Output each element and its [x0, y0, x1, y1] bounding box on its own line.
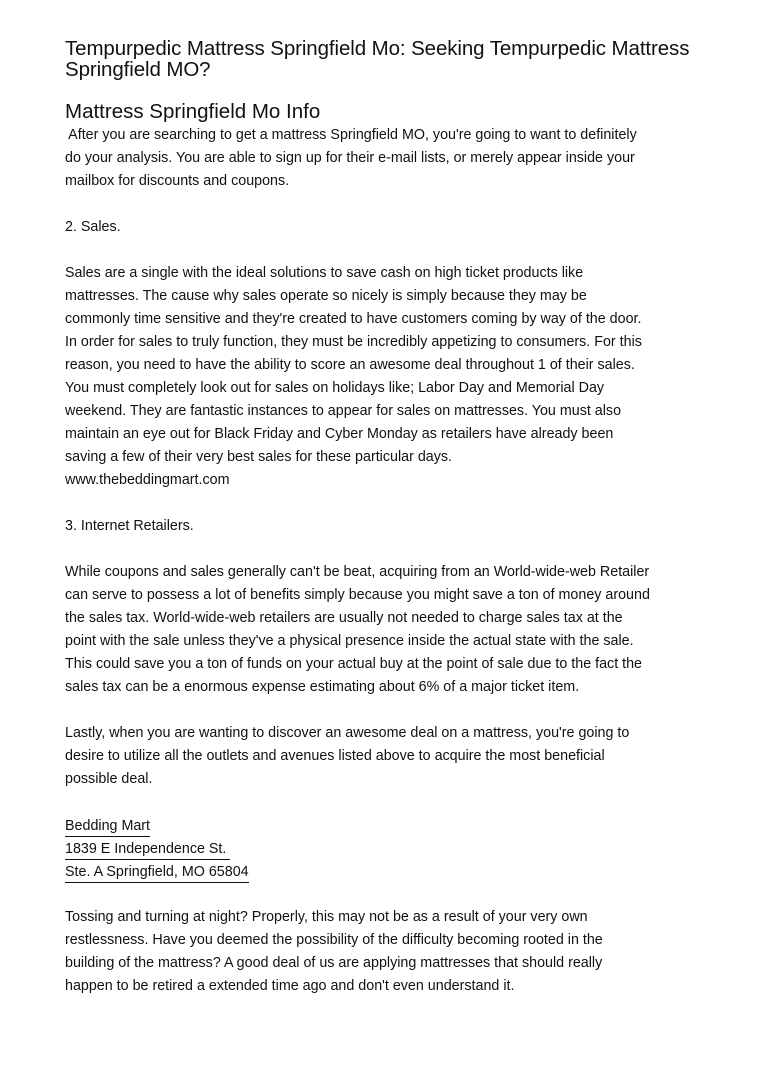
- address-street: 1839 E Independence St.: [65, 839, 230, 860]
- address-block: [65, 814, 715, 883]
- text-line: weekend. They are fantastic instances to appear for sales on mattresses. You must also: [65, 403, 622, 419]
- text-line: saving a few of their very best sales for these particular days.: [65, 449, 452, 465]
- document-title: Tempurpedic Mattress Springfield Mo: Seeking Tempurpedic Mattress Springfield MO?: [65, 37, 690, 81]
- lastly-section: [65, 722, 715, 791]
- sales-section: [65, 262, 715, 492]
- text-line: Tossing and turning at night? Properly, this may not be as a result of your very own: [65, 909, 588, 925]
- text-line: the sales tax. World-wide-web retailers are usually not needed to charge sales tax at the: [65, 610, 623, 626]
- internet-section: [65, 561, 715, 699]
- text-line: After you are searching to get a mattress Springfield MO, you're going to want to definitely: [65, 127, 637, 143]
- text-line: restlessness. Have you deemed the possibility of the difficulty becoming rooted in the: [65, 932, 603, 948]
- text-line: can serve to possess a lot of benefits simply because you might save a ton of money around: [65, 587, 650, 603]
- address-city: Ste. A Springfield, MO 65804: [65, 862, 249, 883]
- section-subtitle: Mattress Springfield Mo Info: [65, 100, 321, 123]
- text-line: sales tax can be a enormous expense estimating about 6% of a major ticket item.: [65, 679, 580, 695]
- intro-section: [65, 124, 715, 193]
- text-line: Sales are a single with the ideal solutions to save cash on high ticket products like: [65, 265, 584, 281]
- text-line: commonly time sensitive and they're created to have customers coming by way of the door.: [65, 311, 642, 327]
- tossing-section: [65, 906, 715, 998]
- document-page: [65, 38, 715, 998]
- text-line: In order for sales to truly function, they must be incredibly appetizing to consumers. For this: [65, 334, 642, 350]
- text-line: desire to utilize all the outlets and avenues listed above to acquire the most beneficial: [65, 748, 605, 764]
- text-line: possible deal.: [65, 771, 153, 787]
- website-url: www.thebeddingmart.com: [65, 472, 230, 488]
- text-line: do your analysis. You are able to sign up for their e-mail lists, or merely appear inside your: [65, 150, 635, 166]
- text-line: mattresses. The cause why sales operate so nicely is simply because they may be: [65, 288, 587, 304]
- section-heading-sales: 2. Sales.: [65, 219, 121, 235]
- text-line: Lastly, when you are wanting to discover an awesome deal on a mattress, you're going to: [65, 725, 630, 741]
- text-line: reason, you need to have the ability to score an awesome deal throughout 1 of their sales.: [65, 357, 635, 373]
- text-line: While coupons and sales generally can't be beat, acquiring from an World-wide-web Retailer: [65, 564, 650, 580]
- text-line: point with the sale unless they've a physical presence inside the actual state with the sale.: [65, 633, 634, 649]
- text-line: building of the mattress? A good deal of us are applying mattresses that should really: [65, 955, 603, 971]
- address-name: Bedding Mart: [65, 816, 150, 837]
- text-line: You must completely look out for sales on holidays like; Labor Day and Memorial Day: [65, 380, 605, 396]
- text-line: maintain an eye out for Black Friday and Cyber Monday as retailers have already been: [65, 426, 614, 442]
- text-line: This could save you a ton of funds on your actual buy at the point of sale due to the fact the: [65, 656, 643, 672]
- section-heading-internet: 3. Internet Retailers.: [65, 518, 194, 534]
- text-line: happen to be retired a extended time ago and don't even understand it.: [65, 978, 515, 994]
- text-line: mailbox for discounts and coupons.: [65, 173, 290, 189]
